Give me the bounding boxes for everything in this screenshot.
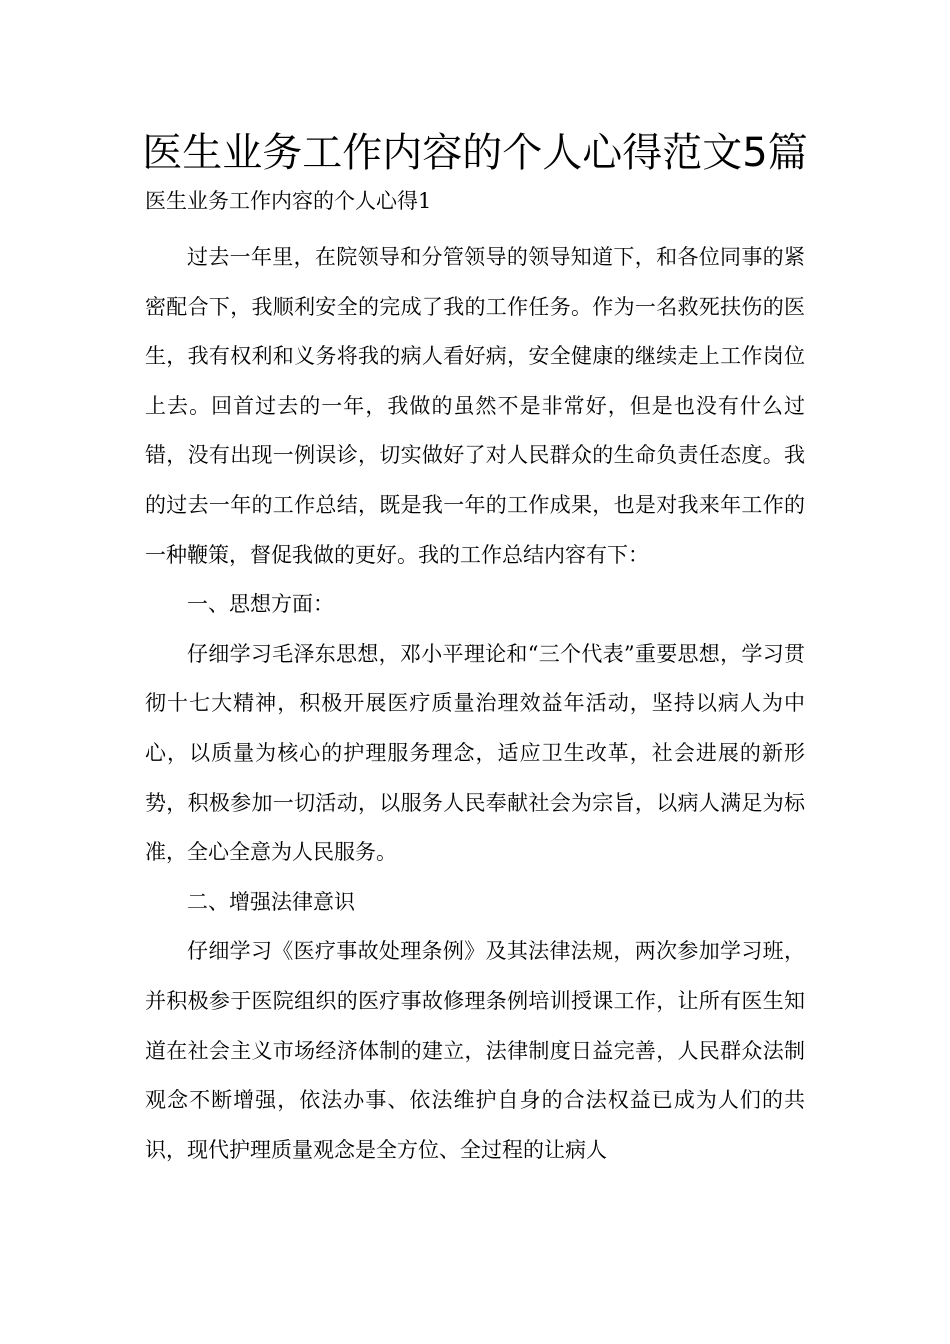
document-title: 医生业务工作内容的个人心得范文5篇 xyxy=(142,130,808,176)
section-heading-law: 二、增强法律意识 xyxy=(187,889,355,914)
paragraph-law: 仔细学习《医疗事故处理条例》及其法律法规，两次参加学习班，并积极参于医院组织的医疗事故修理条例培训授课工作，让所有医生知道在社会主义市场经济体制的建立，法律制度日益完善，人民群众法制观念不断增强，依法办事、依法维护自身的合法权益已成为人们的共识，现代护理质量观念是全方位、全过程的让病人 xyxy=(145,939,805,1162)
paragraph-intro: 过去一年里，在院领导和分管领导的领导知道下，和各位同事的紧密配合下，我顺利安全的完成了我的工作任务。作为一名救死扶伤的医生，我有权利和义务将我的病人看好病，安全健康的继续走上工作岗位上去。回首过去的一年，我做的虽然不是非常好，但是也没有什么过错，没有出现一例误诊，切实做好了对人民群众的生命负责任态度。我的过去一年的工作总结，既是我一年的工作成果，也是对我来年工作的一种鞭策，督促我做的更好。我的工作总结内容有下： xyxy=(145,245,805,567)
document-subtitle: 医生业务工作内容的个人心得1 xyxy=(145,189,432,213)
section-heading-thought: 一、思想方面： xyxy=(187,592,334,617)
paragraph-thought: 仔细学习毛泽东思想，邓小平理论和“三个代表”重要思想，学习贯彻十七大精神，积极开展医疗质量治理效益年活动，坚持以病人为中心，以质量为核心的护理服务理念，适应卫生改革，社会进展的新形势，积极参加一切活动，以服务人民奉献社会为宗旨，以病人满足为标准，全心全意为人民服务。 xyxy=(145,641,805,865)
document-body xyxy=(145,233,805,1175)
